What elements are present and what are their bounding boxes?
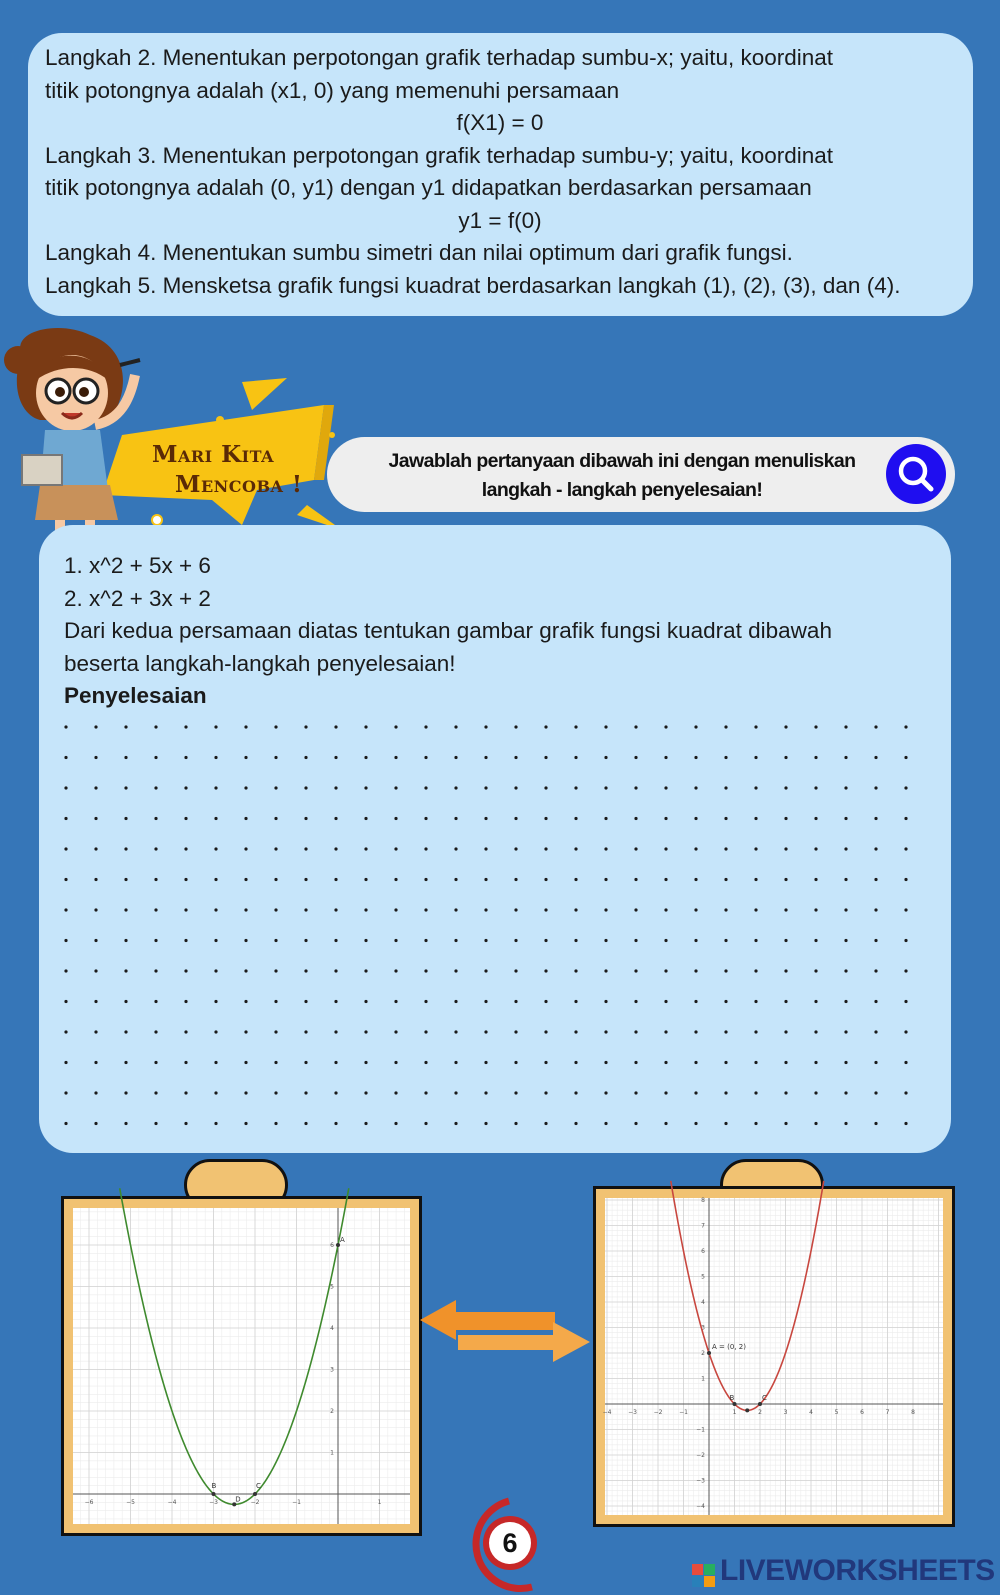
x-tick-label: 6	[860, 1409, 864, 1416]
y-tick-label: 6	[701, 1248, 705, 1255]
x-tick-label: 3	[783, 1409, 788, 1416]
step3-line1: Langkah 3. Menentukan perpotongan grafik terhadap sumbu-y; yaitu, koordinat	[45, 142, 834, 168]
step4: Langkah 4. Menentukan sumbu simetri dan nilai optimum dari grafik fungsi.	[45, 240, 793, 265]
task-card	[39, 525, 951, 1153]
graph-point	[253, 1492, 257, 1496]
y-tick-label: −1	[696, 1426, 705, 1434]
task-prompt-line1: Dari kedua persamaan diatas tentukan gambar grafik fungsi kuadrat dibawah	[64, 618, 832, 643]
graph-right-plot	[602, 1197, 943, 1515]
graph-point	[745, 1408, 749, 1412]
step5: Langkah 5. Mensketsa grafik fungsi kuadrat berdasarkan langkah (1), (2), (3), dan (4).	[45, 272, 901, 298]
instruction-box	[327, 437, 955, 512]
x-tick-label: −5	[126, 1499, 135, 1506]
y-tick-label: 1	[330, 1449, 334, 1457]
banner-line1: Mari Kita	[152, 441, 275, 468]
banner-line2: Mencoba !	[175, 471, 303, 498]
question-2: 2. x^2 + 3x + 2	[64, 585, 211, 611]
instruction-line1: Jawablah pertanyaan dibawah ini dengan menuliskan	[388, 450, 856, 472]
y-tick-label: 8	[701, 1197, 705, 1204]
instruction-line2: langkah - langkah penyelesaian!	[481, 479, 763, 501]
y-tick-label: 3	[701, 1324, 705, 1332]
y-tick-label: 6	[330, 1242, 334, 1249]
graph-point-label: C	[762, 1394, 767, 1402]
y-tick-label: −4	[696, 1503, 705, 1510]
x-tick-label: −2	[653, 1409, 663, 1416]
step3-line2: titik potongnya adalah (0, y1) dengan y1 didapatkan berdasarkan persamaan	[45, 175, 812, 200]
graph-point-label: B	[729, 1394, 735, 1402]
x-tick-label: 8	[911, 1409, 915, 1416]
graph-left-frame	[61, 1196, 422, 1536]
y-tick-label: 5	[330, 1283, 334, 1291]
step2-line1: Langkah 2. Menentukan perpotongan grafik terhadap sumbu-x; yaitu, koordinat	[45, 45, 834, 70]
question-1: 1. x^2 + 5x + 6	[64, 553, 211, 578]
x-tick-label: 1	[377, 1499, 382, 1506]
x-tick-label: −2	[250, 1499, 260, 1506]
x-tick-label: 2	[758, 1409, 762, 1416]
graph-point-label: C	[256, 1482, 261, 1490]
x-tick-label: −3	[628, 1409, 637, 1416]
graph-point-label: A = (0, 2)	[712, 1343, 746, 1351]
liveworksheets-logo-icon	[692, 1556, 716, 1588]
y-tick-label: 5	[701, 1273, 705, 1281]
x-tick-label: −3	[209, 1499, 218, 1506]
swap-arrows-icon	[420, 1300, 595, 1400]
task-prompt-line2: beserta langkah-langkah penyelesaian!	[64, 650, 456, 676]
liveworksheets-brand: LIVEWORKSHEETS	[720, 1554, 995, 1587]
steps-card	[28, 33, 973, 316]
y-tick-label: 7	[701, 1222, 705, 1230]
step2-equation: f(X1) = 0	[456, 110, 544, 135]
step2-line2: titik potongnya adalah (x1, 0) yang memenuhi persamaan	[45, 77, 620, 103]
graph-right-frame	[593, 1186, 955, 1527]
y-tick-label: 4	[330, 1325, 334, 1332]
x-tick-label: 1	[732, 1409, 737, 1416]
y-tick-label: 2	[701, 1350, 705, 1357]
y-tick-label: 2	[330, 1408, 334, 1415]
y-tick-label: 3	[330, 1366, 334, 1374]
teacher-illustration	[0, 325, 160, 555]
y-tick-label: −3	[696, 1477, 705, 1485]
graph-left-plot	[73, 1208, 410, 1524]
x-tick-label: −6	[84, 1499, 94, 1506]
step3-equation: y1 = f(0)	[458, 207, 542, 233]
answer-dotted-area[interactable]	[64, 725, 934, 1135]
y-tick-label: −2	[696, 1452, 705, 1459]
graph-point-label: A	[340, 1236, 345, 1244]
graph-point	[733, 1402, 737, 1406]
y-tick-label: 1	[701, 1375, 705, 1383]
x-tick-label: −1	[292, 1499, 301, 1506]
answer-label: Penyelesaian	[64, 683, 207, 708]
graph-point-label: B	[211, 1482, 217, 1490]
x-tick-label: 4	[809, 1409, 813, 1416]
x-tick-label: 5	[834, 1409, 839, 1416]
page-number: 6	[502, 1528, 518, 1558]
graph-point	[212, 1492, 216, 1496]
x-tick-label: −1	[679, 1409, 688, 1416]
search-button[interactable]	[886, 444, 946, 504]
graph-point-label: D	[235, 1495, 241, 1504]
x-tick-label: 7	[885, 1409, 890, 1416]
x-tick-label: −4	[602, 1409, 612, 1416]
graph-point	[758, 1402, 762, 1406]
x-tick-label: −4	[167, 1499, 177, 1506]
search-icon	[886, 444, 946, 504]
y-tick-label: 4	[701, 1299, 705, 1306]
graph-point	[707, 1351, 711, 1355]
